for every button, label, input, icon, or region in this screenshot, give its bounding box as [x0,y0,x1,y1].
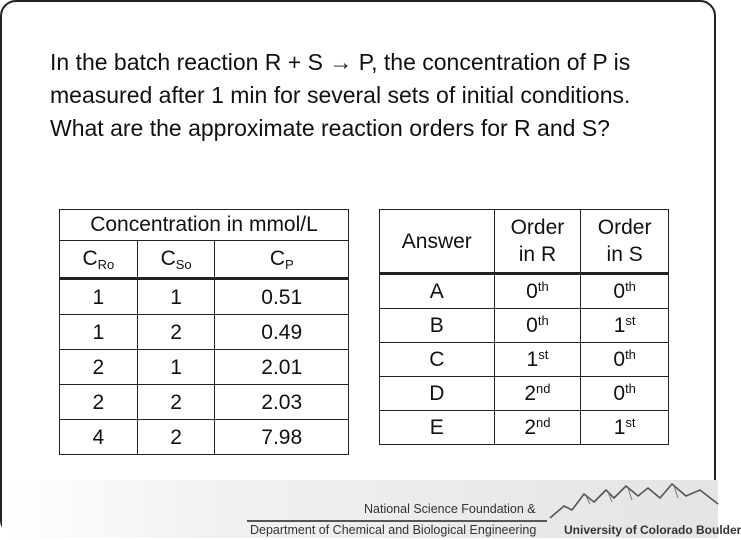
answer-letter: A [380,274,495,309]
cell-cp: 0.49 [215,315,349,350]
table-row [60,420,349,455]
cell-cro: 2 [60,350,138,385]
question-part1: In the batch reaction R + S [50,49,330,75]
cell-cso: 2 [137,315,215,350]
order-r-number: 0 [526,280,538,303]
order-s-number: 1 [613,314,626,337]
table-row [60,279,349,315]
footer-divider [247,520,547,522]
order-r-suffix: th [537,279,549,294]
answer-row-e[interactable] [380,411,669,445]
order-s-number: 0 [613,348,626,371]
table-row [60,385,349,420]
order-s-value [581,309,669,343]
mountains-logo-icon [550,480,720,520]
order-s-suffix: th [625,381,636,396]
answer-row-a[interactable] [380,274,669,309]
order-s-value [581,377,669,411]
cell-cp: 7.98 [215,420,349,455]
column-header-cp-base: C [269,246,285,270]
order-s-suffix: st [625,415,636,430]
table-row [60,350,349,385]
order-s-line1: Order [597,216,652,239]
answer-row-c[interactable] [380,343,669,377]
order-s-number: 0 [613,382,626,405]
order-r-number: 2 [524,382,537,405]
answer-letter: E [380,411,495,445]
answer-letter: B [380,309,495,343]
footer-banner [2,480,741,538]
column-header-cro [60,241,138,279]
cell-cro: 4 [60,420,138,455]
order-r-value [494,343,581,377]
order-s-number: 1 [613,416,626,439]
column-header-cro-base: C [82,246,98,270]
order-s-suffix: th [625,279,636,294]
order-s-value [581,343,669,377]
answer-row-b[interactable] [380,309,669,343]
footer-nsf-text: National Science Foundation & [364,502,536,516]
order-s-suffix: th [625,347,636,362]
order-s-number: 0 [613,280,626,303]
order-s-value [581,274,669,309]
footer-university-text: University of Colorado Boulder [564,523,741,537]
order-r-number: 0 [526,314,538,337]
column-header-cro-sub: Ro [97,256,115,272]
arrow-icon: → [329,49,353,75]
column-header-answer: Answer [380,210,495,274]
order-r-suffix: nd [536,381,551,396]
concentration-table-title: Concentration in mmol/L [60,210,349,241]
question-part2: P, the concentration of P is measured after 1 min for several sets of initial conditions. What are the approximate reaction orders for R and S? [50,49,631,141]
cell-cro: 1 [60,279,138,315]
cell-cso: 1 [137,279,215,315]
cell-cso: 2 [137,420,215,455]
order-r-suffix: st [538,347,549,362]
column-header-cp [215,241,349,279]
column-header-order-r [494,210,581,274]
question-text [50,46,690,145]
order-r-number: 1 [526,348,539,371]
order-r-value [494,309,581,343]
concentration-table [59,209,349,455]
cell-cso: 2 [137,385,215,420]
answer-letter: C [380,343,495,377]
answer-table [379,209,669,445]
order-r-line2: in R [518,243,557,266]
cell-cro: 2 [60,385,138,420]
order-r-value [494,274,581,309]
cell-cp: 2.01 [215,350,349,385]
cell-cro: 1 [60,315,138,350]
cell-cso: 1 [137,350,215,385]
footer-department-text: Department of Chemical and Biological Engineering [250,523,537,537]
answer-row-d[interactable] [380,377,669,411]
column-header-cso-base: C [160,246,176,270]
order-s-value [581,411,669,445]
answer-letter: D [380,377,495,411]
column-header-cso-sub: So [175,256,192,272]
table-row [60,315,349,350]
order-s-suffix: st [625,313,636,328]
order-r-suffix: nd [536,415,551,430]
column-header-order-s [581,210,669,274]
order-r-line1: Order [510,216,565,239]
order-r-suffix: th [537,313,549,328]
order-s-line2: in S [606,243,643,266]
cell-cp: 0.51 [215,279,349,315]
order-r-value [494,411,581,445]
order-r-number: 2 [524,416,537,439]
order-r-value [494,377,581,411]
column-header-cso [137,241,215,279]
cell-cp: 2.03 [215,385,349,420]
column-header-cp-sub: P [284,256,294,272]
